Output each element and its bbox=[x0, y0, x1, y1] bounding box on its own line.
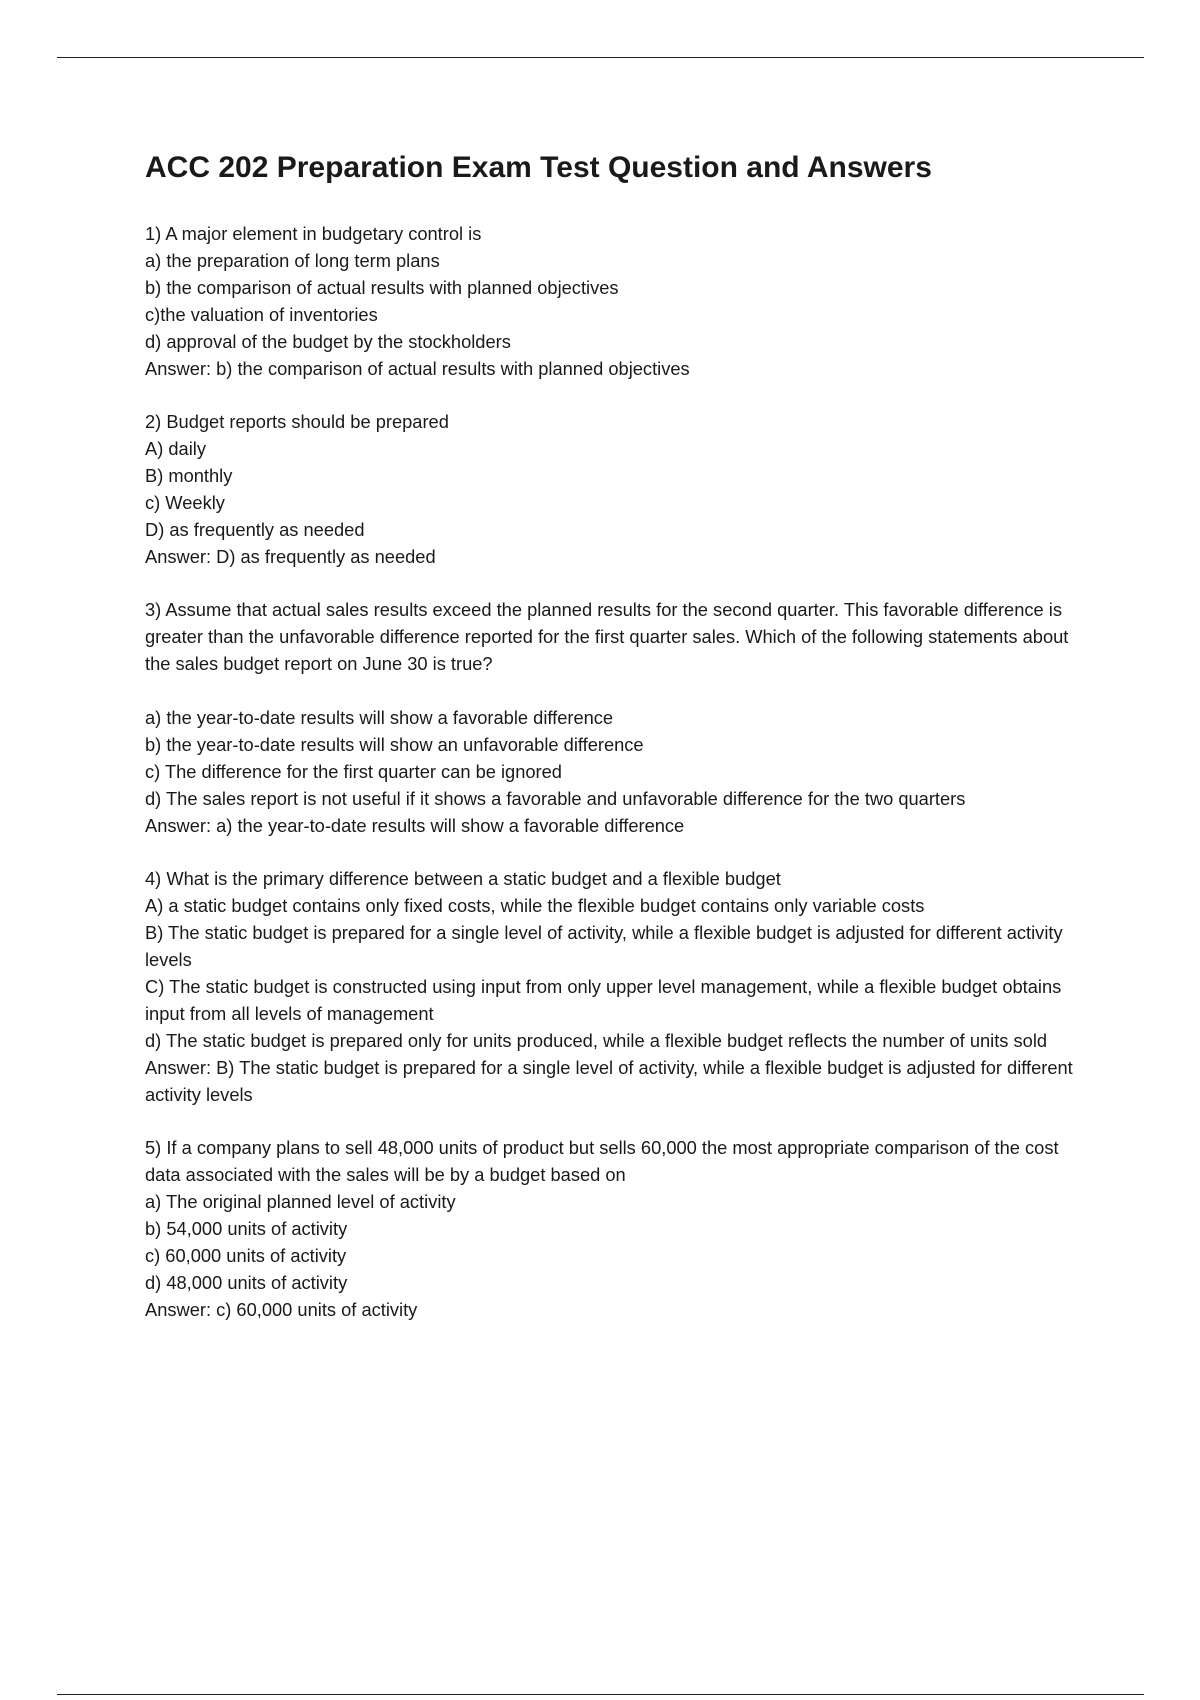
answer-option: C) The static budget is constructed using input from only upper level management, while a flexible budget obtains input from all levels of management bbox=[145, 976, 1062, 1024]
answer-option: c)the valuation of inventories bbox=[145, 304, 378, 325]
answer-option: A) daily bbox=[145, 438, 206, 459]
question-3 bbox=[145, 596, 1085, 839]
answer-option: D) as frequently as needed bbox=[145, 519, 365, 540]
answer-option: c) Weekly bbox=[145, 492, 225, 513]
answer-option: d) approval of the budget by the stockholders bbox=[145, 331, 511, 352]
answer-option: b) 54,000 units of activity bbox=[145, 1218, 348, 1239]
question-4 bbox=[145, 865, 1085, 1108]
correct-answer: Answer: b) the comparison of actual results with planned objectives bbox=[145, 358, 690, 379]
correct-answer: Answer: c) 60,000 units of activity bbox=[145, 1299, 418, 1320]
correct-answer: Answer: D) as frequently as needed bbox=[145, 546, 436, 567]
answer-option: b) the comparison of actual results with planned objectives bbox=[145, 277, 619, 298]
question-stem: 1) A major element in budgetary control is bbox=[145, 223, 482, 244]
footer-rule bbox=[57, 1694, 1144, 1695]
document-body bbox=[145, 146, 1085, 1349]
question-1 bbox=[145, 220, 1085, 382]
answer-option: a) the year-to-date results will show a favorable difference bbox=[145, 707, 614, 728]
answer-option: d) The static budget is prepared only for units produced, while a flexible budget reflects the number of units sold bbox=[145, 1030, 1048, 1051]
header-rule bbox=[57, 57, 1144, 58]
answer-option: a) the preparation of long term plans bbox=[145, 250, 440, 271]
answer-option: B) The static budget is prepared for a single level of activity, while a flexible budget is adjusted for different activity levels bbox=[145, 922, 1063, 970]
question-2 bbox=[145, 408, 1085, 570]
answer-option: c) 60,000 units of activity bbox=[145, 1245, 347, 1266]
question-stem: 3) Assume that actual sales results exceed the planned results for the second quarter. This favorable difference is greater than the unfavorable difference reported for the first quarter sales. Which of the following statements about the sales budget report on June 30 is true? bbox=[145, 599, 1069, 674]
question-stem: 5) If a company plans to sell 48,000 units of product but sells 60,000 the most appropriate comparison of the cost data associated with the sales will be by a budget based on bbox=[145, 1137, 1059, 1185]
correct-answer: Answer: B) The static budget is prepared for a single level of activity, while a flexible budget is adjusted for different activity levels bbox=[145, 1057, 1073, 1105]
question-stem: 4) What is the primary difference between a static budget and a flexible budget bbox=[145, 868, 781, 889]
answer-option: d) 48,000 units of activity bbox=[145, 1272, 348, 1293]
answer-option: d) The sales report is not useful if it shows a favorable and unfavorable difference for the two quarters bbox=[145, 788, 966, 809]
answer-option: b) the year-to-date results will show an unfavorable difference bbox=[145, 734, 644, 755]
question-5 bbox=[145, 1134, 1085, 1323]
answer-option: c) The difference for the first quarter can be ignored bbox=[145, 761, 562, 782]
answer-option: A) a static budget contains only fixed costs, while the flexible budget contains only variable costs bbox=[145, 895, 925, 916]
answer-option: B) monthly bbox=[145, 465, 233, 486]
document-title: ACC 202 Preparation Exam Test Question and Answers bbox=[145, 151, 932, 184]
answer-option: a) The original planned level of activity bbox=[145, 1191, 456, 1212]
question-stem: 2) Budget reports should be prepared bbox=[145, 411, 449, 432]
correct-answer: Answer: a) the year-to-date results will show a favorable difference bbox=[145, 815, 685, 836]
